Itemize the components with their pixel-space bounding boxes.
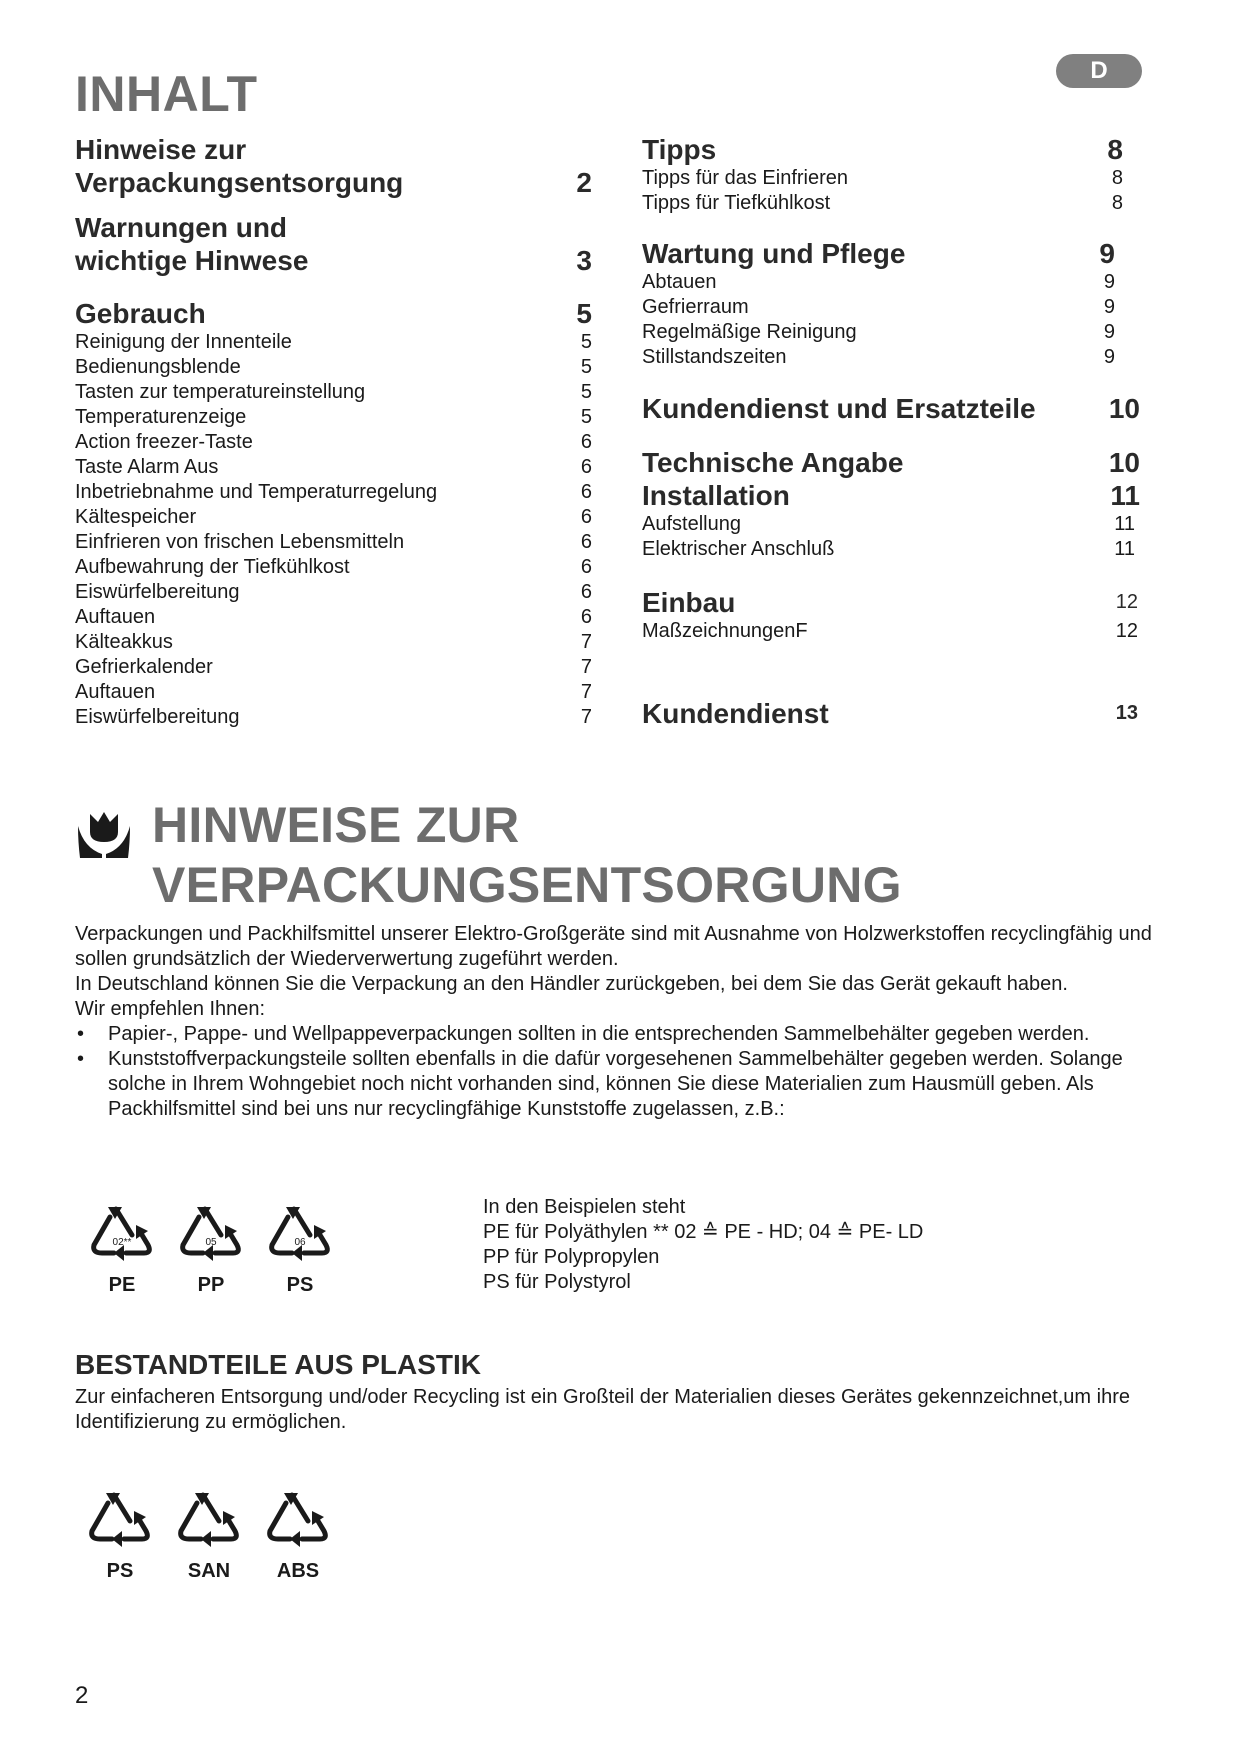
toc-page-number: 7 [580,681,592,703]
toc-page-number: 12 [1115,620,1138,642]
toc-sub-entry[interactable] [642,320,1140,345]
toc-page-number: 8 [1111,192,1123,214]
recycle-icon [264,1203,336,1269]
recycle-label: PP [197,1274,225,1296]
toc-page-number: 6 [580,456,592,478]
toc-sub-entry[interactable] [75,355,592,380]
toc-sub-entry[interactable] [75,330,592,355]
recycle-symbol-san [171,1489,247,1583]
toc-entry-label: Kältespeicher [75,506,197,528]
toc-page-number: 7 [580,706,592,728]
recycle-label: PE [108,1274,136,1296]
toc-entry-label: Inbetriebnahme und Temperaturregelung [75,481,438,503]
toc-sub-entry[interactable] [642,619,1140,644]
toc-page-number: 3 [576,245,592,276]
plastic-components-text: Zur einfacheren Entsorgung und/oder Recycling ist ein Großteil der Materialien dieses Gerätes gekennzeichnet,um ihre Identifizierung zu ermöglichen. [75,1386,1130,1433]
recycle-label: SAN [187,1560,231,1582]
toc-entry-label: Aufstellung [642,513,741,535]
toc-heading-line: Verpackungsentsorgung [75,167,404,198]
toc-heading-entry[interactable] [642,133,1140,166]
toc-entry-label: Tasten zur temperatureinstellung [75,381,366,403]
toc-sub-entry[interactable] [75,655,592,680]
toc-entry-label: Reinigung der Innenteile [75,331,292,353]
toc-page-number: 13 [1115,702,1138,724]
toc-sub-entry[interactable] [642,537,1140,562]
toc-page-number: 6 [580,481,592,503]
toc-entry-label: Abtauen [642,271,717,293]
toc-sub-entry[interactable] [642,295,1140,320]
recycle-label: ABS [276,1560,320,1582]
toc-entry-label: Einfrieren von frischen Lebensmitteln [75,531,405,553]
toc-entry-label: Auftauen [75,681,156,703]
toc-entry-label: Auftauen [75,606,156,628]
toc-page-number: 9 [1103,296,1115,318]
toc-entry-label: Action freezer-Taste [75,431,253,453]
recycle-icon [262,1489,334,1555]
toc-page-number: 5 [580,356,592,378]
toc-sub-entry[interactable] [75,555,592,580]
toc-page-number: 9 [1103,346,1115,368]
toc-entry-label: Bedienungsblende [75,356,241,378]
example-line: PS für Polystyrol [483,1271,631,1293]
toc-entry-label: Kälteakkus [75,631,173,653]
toc-heading-entry[interactable] [75,133,592,199]
toc-page-number: 5 [576,298,592,329]
toc-page-number: 5 [580,331,592,353]
toc-title: INHALT [75,66,258,122]
recycle-symbol-pp [173,1203,249,1297]
toc-sub-entry[interactable] [642,270,1140,295]
toc-page-number: 12 [1115,591,1138,613]
section-title-line: HINWEISE ZUR [152,797,520,853]
toc-sub-entry[interactable] [75,480,592,505]
toc-heading-line: Installation [642,480,790,511]
toc-sub-entry[interactable] [75,580,592,605]
toc-heading-line: Kundendienst und Ersatzteile [642,393,1036,424]
toc-sub-entry[interactable] [75,705,592,730]
toc-heading-entry[interactable] [75,297,592,330]
toc-heading-entry[interactable] [642,586,1140,619]
plastic-examples [483,1195,923,1295]
recycle-icon [175,1203,247,1269]
toc-sub-entry[interactable] [642,345,1140,370]
example-line: In den Beispielen steht [483,1196,686,1218]
toc-page-number: 6 [580,556,592,578]
toc-page-number: 7 [580,656,592,678]
toc-page-number: 6 [580,606,592,628]
recycle-symbol-abs [260,1489,336,1583]
toc-page-number: 11 [1114,513,1135,535]
toc-sub-entry[interactable] [75,605,592,630]
toc-heading-entry[interactable] [642,446,1140,479]
toc-heading-entry[interactable] [75,211,592,277]
recycle-code: 06 [294,1237,306,1248]
toc-left-column [75,133,592,730]
toc-sub-entry[interactable] [75,455,592,480]
toc-entry-label: MaßzeichnungenF [642,620,808,642]
environment-tulip-icon [76,808,132,858]
toc-sub-entry[interactable] [75,505,592,530]
toc-entry-label: Gefrierraum [642,296,749,318]
toc-entry-label: Regelmäßige Reinigung [642,321,857,343]
toc-sub-entry[interactable] [75,680,592,705]
toc-heading-line: Technische Angabe [642,447,904,478]
toc-entry-label: Eiswürfelbereitung [75,706,240,728]
toc-page-number: 8 [1111,167,1123,189]
recommendation-list [75,1022,1175,1122]
toc-heading-entry[interactable] [642,697,1140,730]
toc-entry-label: Elektrischer Anschluß [642,538,835,560]
toc-heading-line: wichtige Hinwese [75,245,309,276]
toc-entry-label: Taste Alarm Aus [75,456,219,478]
toc-heading-line: Warnungen und [75,212,288,243]
toc-sub-entry[interactable] [642,166,1140,191]
toc-heading-line: Gebrauch [75,298,206,329]
toc-heading-entry[interactable] [642,237,1140,270]
toc-right-column [642,133,1140,730]
recycle-symbol-ps [82,1489,158,1583]
paragraph: Wir empfehlen Ihnen: [75,998,266,1020]
toc-sub-entry[interactable] [642,512,1140,537]
list-item: • Papier-, Pappe- und Wellpappeverpackungen sollten in die entsprechenden Sammelbehälter gegeben werden. [75,1022,1175,1047]
toc-page-number: 9 [1099,238,1115,269]
toc-page-number: 6 [580,506,592,528]
toc-page-number: 7 [580,631,592,653]
plastic-components-title: BESTANDTEILE AUS PLASTIK [75,1349,482,1380]
example-line: PP für Polypropylen [483,1246,660,1268]
toc-entry-label: Eiswürfelbereitung [75,581,240,603]
section-body [75,922,1175,1122]
toc-sub-entry[interactable] [75,530,592,555]
recycle-symbol-ps [262,1203,338,1297]
recycle-icon [86,1203,158,1269]
toc-heading-line: Tipps [642,134,717,165]
paragraph: In Deutschland können Sie die Verpackung an den Händler zurückgeben, bei dem Sie das Gerät gekauft haben. [75,973,1068,995]
toc-page-number: 9 [1103,321,1115,343]
toc-page-number: 10 [1108,447,1140,478]
toc-page-number: 11 [1110,480,1140,511]
page-number: 2 [75,1682,89,1709]
toc-sub-entry[interactable] [75,430,592,455]
toc-page-number: 5 [580,381,592,403]
toc-heading-line: Kundendienst [642,698,829,729]
toc-entry-label: Temperaturenzeige [75,406,247,428]
recycle-label: PS [286,1274,314,1296]
toc-heading-line: Wartung und Pflege [642,238,906,269]
toc-heading-line: Einbau [642,587,736,618]
toc-sub-entry[interactable] [75,630,592,655]
recycle-icon [173,1489,245,1555]
toc-page-number: 6 [580,431,592,453]
section-title [152,795,902,915]
toc-page-number: 10 [1108,393,1140,424]
toc-entry-label: Gefrierkalender [75,656,213,678]
toc-entry-label: Tipps für Tiefkühlkost [642,192,831,214]
recycle-code: 02** [112,1237,132,1248]
toc-entry-label: Tipps für das Einfrieren [642,167,849,189]
list-item: • Kunststoffverpackungsteile sollten ebenfalls in die dafür vorgesehenen Sammelbehälter gegeben werden. Solange solche in Ihrem Wohngebiet noch nicht vorhanden sind, können Sie diese Materialien zum Hausmüll geben. Als Packhilfsmittel sind bei uns nur recyclingfähige Kunststoffe zugelassen, z.B.: [75,1047,1175,1122]
toc-entry-label: Stillstandszeiten [642,346,787,368]
recycle-icon [84,1489,156,1555]
toc-sub-entry[interactable] [642,191,1140,216]
toc-page-number: 6 [580,531,592,553]
toc-sub-entry[interactable] [75,405,592,430]
toc-page-number: 5 [580,406,592,428]
toc-page-number: 2 [576,167,592,198]
toc-heading-line: Hinweise zur [75,134,247,165]
language-badge: D [1056,54,1142,88]
paragraph: Verpackungen und Packhilfsmittel unserer Elektro-Großgeräte sind mit Ausnahme von Holzwerkstoffen recyclingfähig und sollen grundsätzlich der Wiederverwertung zugeführt werden. [75,923,1152,970]
toc-page-number: 8 [1107,134,1123,165]
toc-entry-label: Aufbewahrung der Tiefkühlkost [75,556,350,578]
toc-heading-entry[interactable] [642,479,1140,512]
toc-page-number: 11 [1114,538,1135,560]
recycle-symbol-pe [84,1203,160,1297]
toc-page-number: 9 [1103,271,1115,293]
toc-sub-entry[interactable] [75,380,592,405]
example-line: PE für Polyäthylen ** 02 ≙ PE - HD; 04 ≙ PE- LD [483,1221,924,1243]
section-title-line: VERPACKUNGSENTSORGUNG [152,857,902,913]
toc-page-number: 6 [580,581,592,603]
recycle-code: 05 [205,1237,217,1248]
toc-heading-entry[interactable] [642,392,1140,425]
recycle-label: PS [106,1560,134,1582]
